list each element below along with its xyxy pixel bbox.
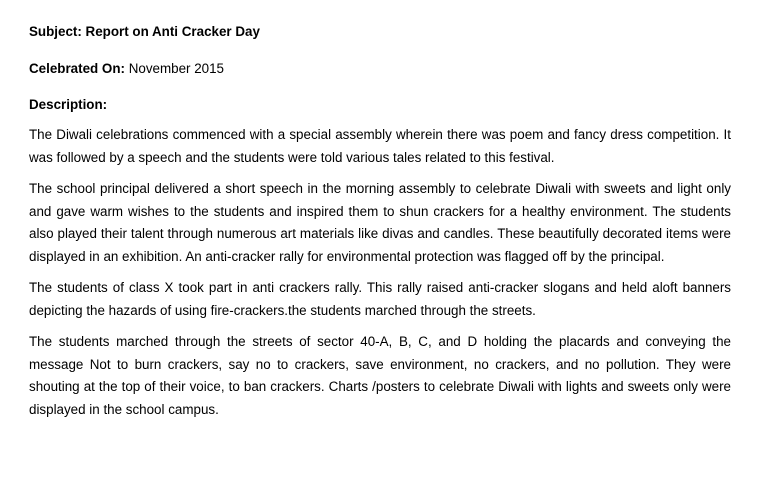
description-heading: Description: [29, 97, 108, 112]
paragraph: The Diwali celebrations commenced with a special assembly wherein there was poem and fancy dress competition. It was followed by a speech and the students were told various tales related to this festival. [29, 127, 731, 165]
subject-heading: Subject: Report on Anti Cracker Day [29, 24, 260, 39]
paragraph: The students of class X took part in anti crackers rally. This rally raised anti-cracker slogans and held aloft banners depicting the hazards of using fire-crackers.the students marched through the streets. [29, 280, 731, 318]
paragraph: The students marched through the streets of sector 40-A, B, C, and D holding the placards and conveying the message Not to burn crackers, say no to crackers, save environment, no crackers, and no pollution. They were shouting at the top of their voice, to ban crackers. Charts /posters to celebrate Diwali with lights and sweets only were displayed in the school campus. [29, 334, 731, 417]
celebrated-on-label: Celebrated On: [29, 61, 125, 76]
celebrated-on-line [29, 58, 731, 80]
celebrated-on-value: November 2015 [124, 61, 224, 76]
paragraph: The school principal delivered a short speech in the morning assembly to celebrate Diwali with sweets and light only and gave warm wishes to the students and inspired them to shun crackers for a healthy environment. The students also played their talent through numerous art materials like divas and candles. These beautifully decorated items were displayed in an exhibition. An anti-cracker rally for environmental protection was flagged off by the principal. [29, 181, 731, 264]
